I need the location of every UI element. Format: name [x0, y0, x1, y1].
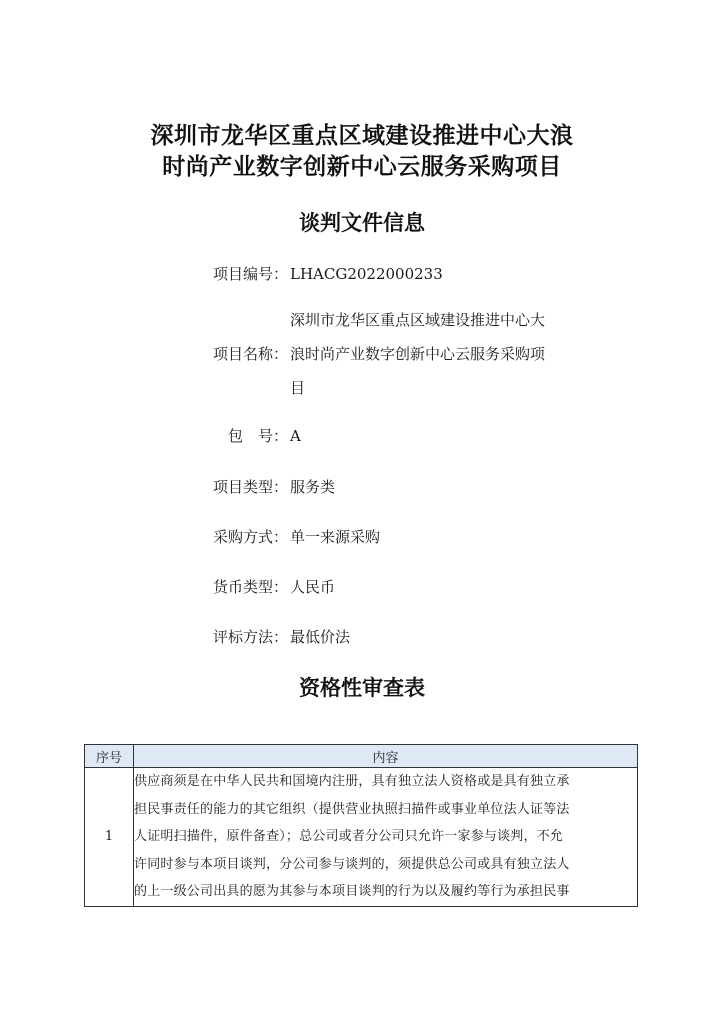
row-seq-cell: 1: [85, 768, 134, 907]
row-content-cell: [134, 768, 638, 907]
package-value: A: [290, 427, 301, 445]
currency-value: 人民币: [290, 578, 336, 596]
table-row: [85, 768, 638, 907]
project-type-value: 服务类: [290, 478, 336, 496]
qualification-section-heading: 资格性审查表: [299, 676, 425, 700]
column-header-seq: 序号: [85, 745, 134, 768]
content-line: 担民事责任的能力的其它组织（提供营业执照扫描件或事业单位法人证等法: [134, 801, 570, 817]
column-header-content: 内容: [134, 745, 638, 768]
project-name-line: 目: [290, 379, 306, 397]
package-label: 包 号：: [227, 427, 288, 445]
project-number-value: LHACG2022000233: [290, 265, 443, 283]
currency-label: 货币类型：: [212, 578, 288, 596]
project-name-label: 项目名称：: [212, 345, 288, 363]
project-name-value: [290, 303, 610, 405]
evaluation-method-value: 最低价法: [290, 628, 351, 646]
project-number-label: 项目编号：: [212, 265, 288, 283]
content-line: 许同时参与本项目谈判，分公司参与谈判的，须提供总公司或具有独立法人: [134, 856, 570, 872]
document-title-line-2: 时尚产业数字创新中心云服务采购项目: [162, 154, 562, 180]
procurement-method-label: 采购方式：: [212, 528, 288, 546]
info-section-heading: 谈判文件信息: [299, 211, 425, 235]
procurement-method-value: 单一来源采购: [290, 528, 381, 546]
content-line: 人证明扫描件，原件备查）；总公司或者分公司只允许一家参与谈判，不允: [134, 829, 564, 844]
document-title-line-1: 深圳市龙华区重点区域建设推进中心大浪: [150, 123, 574, 149]
content-line: 供应商须是在中华人民共和国境内注册，具有独立法人资格或是具有独立承: [134, 774, 570, 789]
project-name-line: 深圳市龙华区重点区域建设推进中心大: [290, 311, 546, 329]
qualification-table: [84, 744, 638, 907]
table-header-row: [85, 745, 638, 768]
project-type-label: 项目类型：: [212, 478, 288, 496]
evaluation-method-label: 评标方法：: [212, 628, 288, 646]
project-name-line: 浪时尚产业数字创新中心云服务采购项: [290, 345, 546, 363]
content-line: 的上一级公司出具的愿为其参与本项目谈判的行为以及履约等行为承担民事: [134, 884, 570, 899]
